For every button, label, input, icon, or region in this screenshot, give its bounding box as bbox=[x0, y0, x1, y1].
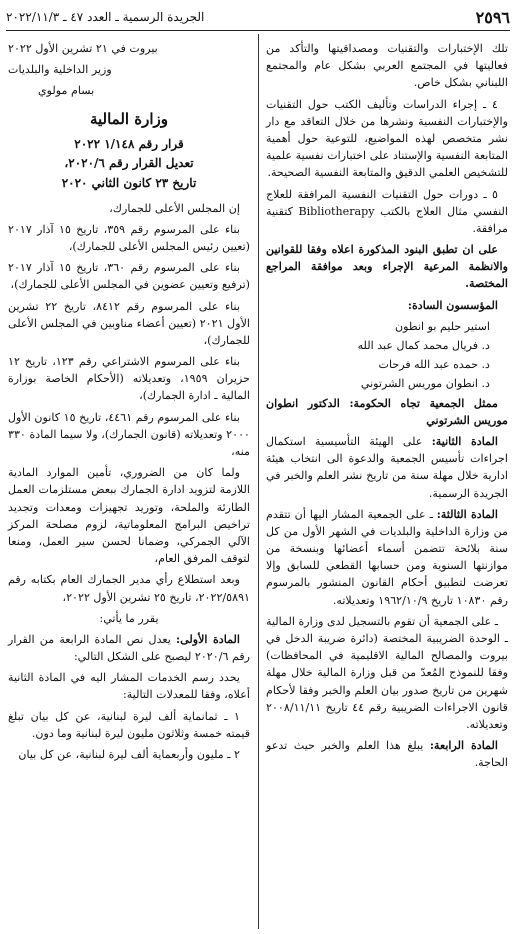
article-2: المادة الثانية: على الهيئة التأسيسية استكمال اجراءات تأسيس الجمعية والدعوة الى انتخاب هيئة ادارية خلال مهلة سنة من تاريخ نشر العلم والخبر في الجريدة الرسمية. bbox=[266, 434, 508, 500]
article-3: المادة الثالثة: ـ على الجمعية المشار اليها أن تتقدم من وزارة الداخلية والبلديات في الشهر الأول من كل سنة بلائحة تتضمن أسماء أعضائها وبنسخة من موازنتها السنوية ومن حسابها القطعي للسابق وإلا تعرضت لتطبيق أحكام القانون المنشور بالمرسوم رقم ١٠٨٣٠ تاريخ ١٩٦٢/١٠/٩ وتعديلاته. bbox=[266, 507, 508, 607]
list-item: ١ ـ ثمانماية ألف ليرة لبنانية، عن كل بيان تبلغ قيمته خمسة وثلاثون مليون ليرة لبنانية وما دون. bbox=[8, 709, 250, 740]
article-4: المادة الرابعة: يبلغ هذا العلم والخبر حيث تدعو الحاجة. bbox=[266, 739, 508, 770]
decree-number: قرار رقم ١/١٤٨ ٢٠٢٢ bbox=[74, 136, 184, 151]
left-column bbox=[8, 40, 250, 767]
article-label: المادة الثانية: bbox=[431, 434, 498, 448]
header-rule bbox=[6, 30, 510, 31]
paragraph: ولما كان من الضروري، تأمين الموارد المادية اللازمة لتزويد ادارة الجمارك ببعض مستلزمات العمل الطارئة والملحة، وتوريد تجهيزات ومعدات وتجديد تراخيص البرامج المعلوماتية، لزوم مصلحة المركز الآلي الجمركي، وضمانا لحسن سير العمل، ومنعا لتوقف المرفق العام، bbox=[8, 466, 250, 566]
page-header bbox=[6, 8, 510, 28]
decree-date: تاريخ ٢٣ كانون الثاني ٢٠٢٠ bbox=[61, 176, 197, 190]
founder-item: د. حمده عبد الله فرحات bbox=[378, 358, 490, 372]
paragraph: وبعد استطلاع رأي مدير الجمارك العام بكتابه رقم ٢٠٢٢/٥٨٩١، تاريخ ٢٥ تشرين الأول ٢٠٢٢، bbox=[8, 573, 250, 604]
paragraph: تلك الإختبارات والتقنيات ومصداقيتها والتأكد من فعاليتها في المجتمع العربي بشكل عام والمجتمع اللبناني بشكل خاص. bbox=[266, 42, 508, 90]
decree-amends: تعديل القرار رقم ٢٠٢٠/٦، bbox=[64, 156, 194, 171]
paragraph: بناء على المرسوم رقم ٨٤١٢، تاريخ ٢٢ تشرين الأول ٢٠٢١ (تعيين أعضاء مناوبين في المجلس الأعلى للجمارك)، bbox=[8, 299, 250, 347]
minister-title: وزير الداخلية والبلديات bbox=[8, 63, 112, 77]
right-column bbox=[266, 40, 508, 776]
article-1: المادة الأولى: يعدل نص المادة الرابعة من القرار رقم ٢٠٢٠/٦ ليصبح على الشكل التالي: bbox=[8, 632, 250, 664]
founder-item: د. فريال محمد كمال عبد الله bbox=[357, 339, 490, 352]
page-number: ٢٥٩٦ bbox=[475, 8, 510, 27]
founder-item: د. انطوان موريس الشرتوني bbox=[360, 377, 490, 391]
article-label: المادة الرابعة: bbox=[429, 739, 498, 753]
founders-list bbox=[266, 318, 508, 393]
paragraph: بناء على المرسوم الاشتراعي رقم ١٢٣، تاريخ ١٢ حزيران ١٩٥٩، وتعديلاته (الأحكام الخاصة بوزارة المالية ـ ادارة الجمارك)، bbox=[8, 355, 250, 403]
list-item: ٢ ـ مليون وأربعماية ألف ليرة لبنانية، عن كل بيان bbox=[18, 748, 240, 762]
minister-name: بسام مولوي bbox=[38, 84, 95, 98]
place-date: بيروت في ٢١ تشرين الأول ٢٠٢٢ bbox=[8, 42, 158, 55]
founders-heading: المؤسسون السادة: bbox=[407, 298, 498, 312]
article-label: المادة الثالثة: bbox=[436, 507, 498, 521]
paragraph: بناء على المرسوم رقم ٣٦٠، تاريخ ١٥ آذار ٢٠١٧ (ترفيع وتعيين عضوين في المجلس الأعلى للجمارك)، bbox=[8, 261, 250, 292]
article-label: المادة الأولى: bbox=[176, 632, 241, 646]
article-3-tax: ـ على الجمعية أن تقوم بالتسجيل لدى وزارة المالية ـ الوحدة الضريبية المختصة (دائرة ضريبة الدخل في بيروت والمصالح المالية الاقليمية في المحافظات) وفقا للنموذج المُعدّ من قبل وزارة المالية خلال مهلة شهرين من تاريخ صدور بيان العلم والخبر وفقا لأحكام قانون الاجراءات الضريبية رقم ٤٤ تاريخ ٢٠٠٨/١١/١١ وتعديلاته. bbox=[266, 614, 508, 731]
paragraph: ٥ ـ دورات حول التقنيات النفسية المرافقة للعلاج النفسي مثال العلاج بالكتب Bibliotherapy كتقنية مرافقة. bbox=[266, 187, 508, 235]
column-divider bbox=[258, 34, 259, 929]
paragraph: بناء على المرسوم رقم ٤٤٦١، تاريخ ١٥ كانون الأول ٢٠٠٠ وتعديلاته (قانون الجمارك)، ولا سيما المادة ٣٣٠ منه، bbox=[8, 410, 250, 459]
gazette-issue-line: الجريدة الرسمية ـ العدد ٤٧ ـ ٢٠٢٢/١١/٣ bbox=[6, 10, 205, 24]
government-representative: ممثل الجمعية تجاه الحكومة: الدكتور انطوان موريس الشرتوني bbox=[266, 396, 508, 427]
founder-item: استير حليم بو انطون bbox=[394, 319, 490, 333]
paragraph: بناء على المرسوم رقم ٣٥٩، تاريخ ١٥ آذار ٢٠١٧ (تعيين رئيس المجلس الأعلى للجمارك)، bbox=[8, 222, 250, 253]
paragraph: إن المجلس الأعلى للجمارك، bbox=[109, 201, 240, 215]
paragraph: ٤ ـ إجراء الدراسات وتأليف الكتب حول التقنيات والإختبارات النفسية ونشرها من خلال التعاقد مع دار نشر متخصص لهذه المواضيع، للتوعية حول أهمية المتابعة النفسية والإستناد على اختبارات نفسية علمية للتشخيص العلمي الدقيق والمتابعة النفسية الصحيحة. bbox=[266, 97, 508, 180]
paragraph: يحدد رسم الخدمات المشار اليه في المادة الثانية أعلاه، وفقا للمعدلات التالية: bbox=[8, 671, 250, 702]
ministry-heading: وزارة المالية bbox=[89, 109, 169, 128]
decides-line: يقرر ما يأتي: bbox=[99, 611, 159, 625]
paragraph-bold: على ان تطبق البنود المذكورة اعلاه وفقا للقوانين والانظمة المرعية الإجراء وبعد موافقة المراجع المختصة. bbox=[266, 243, 508, 291]
